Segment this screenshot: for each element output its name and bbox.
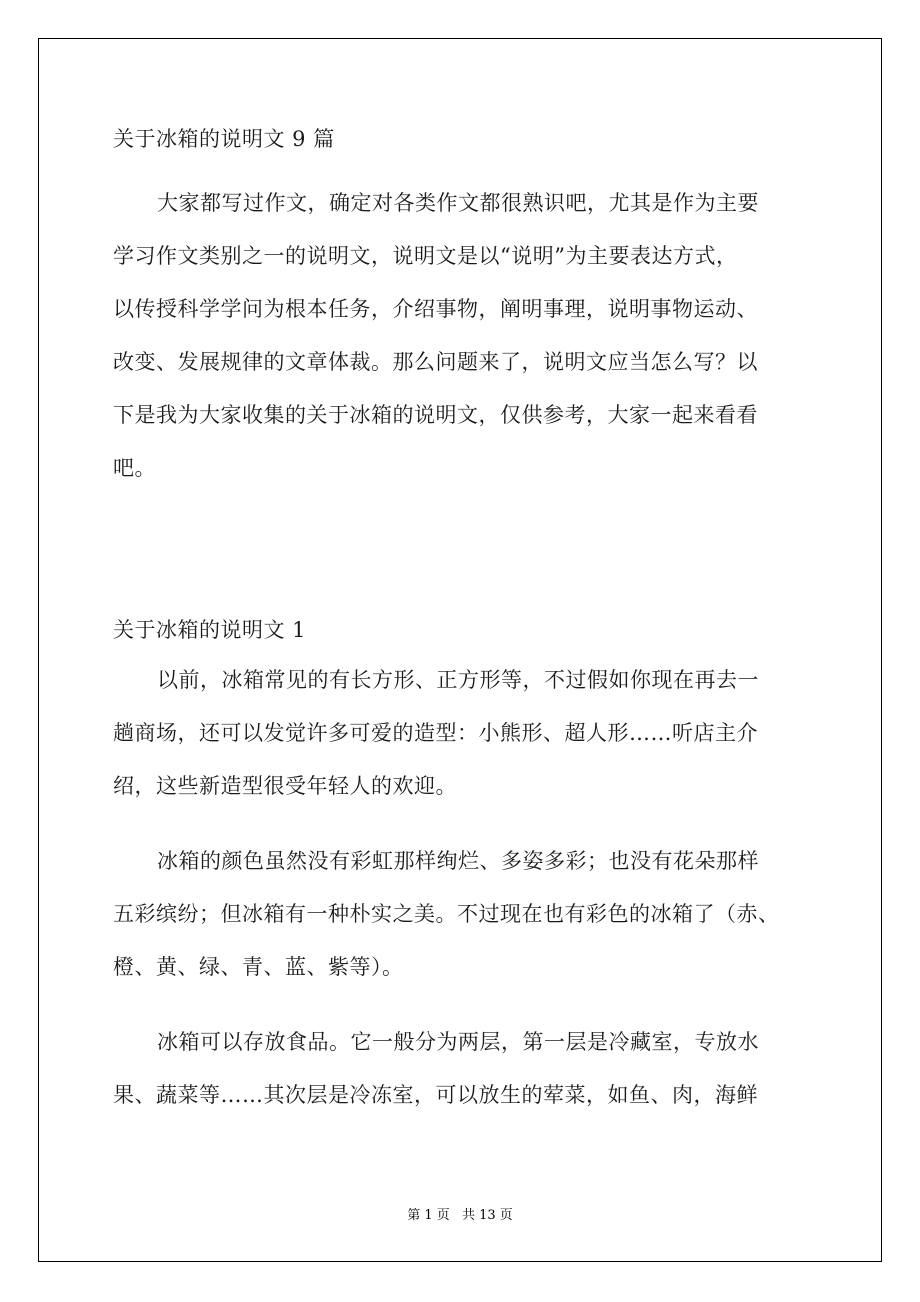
paragraph-colors (113, 835, 780, 994)
section-title: 关于冰箱的说明文 1 (113, 618, 307, 642)
page-number-total: 共 13 页 (461, 1208, 513, 1223)
page-footer (0, 1204, 920, 1223)
intro-line: 学习作文类别之一的说明文，说明文是以“说明”为主要表达方式， (113, 244, 738, 268)
paragraph-line: 果、蔬菜等……其次层是冷冻室，可以放生的荤菜，如鱼、肉，海鲜 (113, 1083, 758, 1107)
paragraph-storage (113, 1016, 759, 1122)
document-title: 关于冰箱的说明文 9 篇 (113, 127, 335, 151)
intro-paragraph (113, 177, 759, 495)
paragraph-line: 以前，冰箱常见的有长方形、正方形等，不过假如你现在再去一 (157, 668, 759, 692)
intro-line: 以传授科学学问为根本任务，介绍事物，阐明事理，说明事物运动、 (113, 297, 758, 321)
intro-line: 下是我为大家收集的关于冰箱的说明文，仅供参考，大家一起来看看 (113, 403, 758, 427)
paragraph-line: 趟商场，还可以发觉许多可爱的造型：小熊形、超人形……听店主介 (113, 721, 758, 745)
intro-line: 改变、发展规律的文章体裁。那么问题来了，说明文应当怎么写？以 (113, 350, 758, 374)
page-number-current: 第 1 页 (407, 1208, 450, 1223)
paragraph-shapes (113, 654, 759, 813)
intro-line: 吧。 (113, 456, 156, 480)
paragraph-line: 冰箱的颜色虽然没有彩虹那样绚烂、多姿多彩；也没有花朵那样 (157, 849, 759, 873)
paragraph-line: 绍，这些新造型很受年轻人的欢迎。 (113, 774, 457, 798)
paragraph-line: 五彩缤纷；但冰箱有一种朴实之美。不过现在也有彩色的冰箱了（赤、 (113, 902, 780, 926)
intro-line: 大家都写过作文，确定对各类作文都很熟识吧，尤其是作为主要 (157, 191, 759, 215)
paragraph-line: 橙、黄、绿、青、蓝、紫等）。 (113, 955, 404, 979)
paragraph-line: 冰箱可以存放食品。它一般分为两层，第一层是冷藏室，专放水 (157, 1030, 759, 1054)
